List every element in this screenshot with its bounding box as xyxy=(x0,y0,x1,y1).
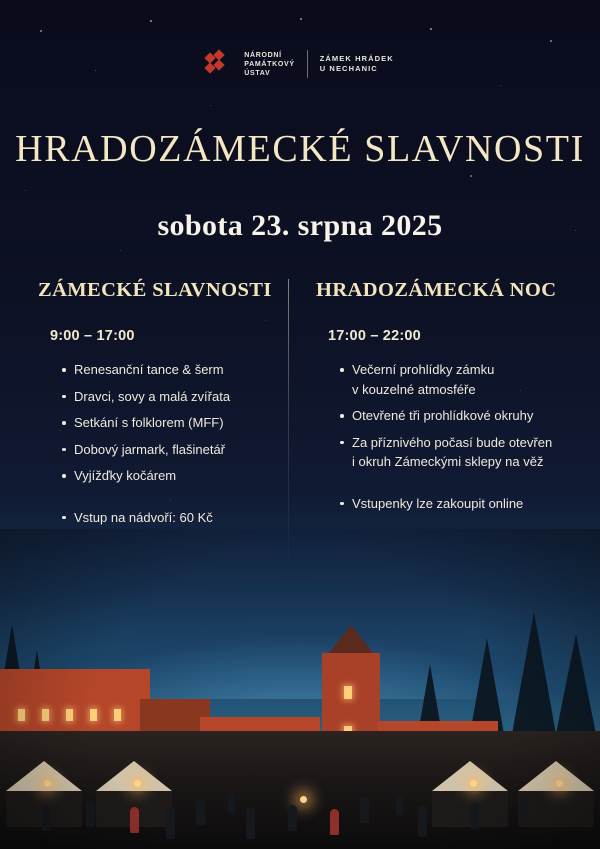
list-item xyxy=(340,433,582,472)
list-item xyxy=(340,360,582,399)
list-item-line-2: i okruh Zámeckými sklepy na věž xyxy=(352,454,544,469)
column-heading-left: ZÁMECKÉ SLAVNOSTI xyxy=(38,279,272,301)
list-item-note: Vstup na nádvoří: 60 Kč xyxy=(62,508,278,528)
column-time-left: 9:00 – 17:00 xyxy=(50,328,135,344)
market-tent-roof xyxy=(518,761,594,791)
org-name-line-3: ÚSTAV xyxy=(244,69,271,77)
visitor-figure xyxy=(42,805,51,831)
lantern-light xyxy=(134,780,141,787)
visitor-figure xyxy=(130,807,139,833)
org-name-line-1: NÁRODNÍ xyxy=(244,51,282,59)
column-time-right: 17:00 – 22:00 xyxy=(328,328,421,344)
visitor-figure xyxy=(360,797,369,823)
visitor-figure xyxy=(520,797,527,817)
castle-window xyxy=(66,709,73,721)
market-tent-roof xyxy=(6,761,82,791)
visitor-figure xyxy=(196,799,205,825)
lantern-light xyxy=(44,780,51,787)
visitor-figure xyxy=(418,805,427,837)
lantern-light xyxy=(556,780,563,787)
castle-window xyxy=(114,709,121,721)
list-item: Vyjížďky kočárem xyxy=(62,466,278,486)
lantern-light xyxy=(300,796,307,803)
list-item-note: Vstupenky lze zakoupit online xyxy=(340,494,582,514)
column-hradozamecka-noc xyxy=(288,279,600,534)
event-date: sobota 23. srpna 2025 xyxy=(157,209,443,242)
lantern-light xyxy=(470,780,477,787)
logo-row xyxy=(0,50,600,78)
list-item-line-1: Otevřené tři prohlídkové okruhy xyxy=(352,408,534,423)
list-item: Setkání s folklorem (MFF) xyxy=(62,413,278,433)
castle-window xyxy=(344,686,352,699)
program-list-right xyxy=(316,360,582,513)
npu-diamond-logo-icon xyxy=(206,51,232,77)
list-item xyxy=(340,406,582,426)
market-tent-body xyxy=(518,789,594,827)
list-item: Dobový jarmark, flašinetář xyxy=(62,440,278,460)
castle-night-festival-illustration xyxy=(0,529,600,849)
tower-roof xyxy=(329,625,373,653)
visitor-figure xyxy=(166,807,175,839)
castle-window xyxy=(42,709,49,721)
org-name-line-2: PAMÁTKOVÝ xyxy=(244,60,295,68)
visitor-figure xyxy=(86,801,95,827)
visitor-figure xyxy=(396,795,403,815)
organization-name xyxy=(244,51,295,78)
column-heading-right: HRADOZÁMECKÁ NOC xyxy=(316,279,557,301)
page-title: HRADOZÁMECKÉ SLAVNOSTI xyxy=(15,128,585,170)
program-list-left xyxy=(38,360,278,527)
list-item: Dravci, sovy a malá zvířata xyxy=(62,387,278,407)
courtyard-ground xyxy=(0,731,600,849)
site-name xyxy=(320,54,394,74)
program-columns xyxy=(0,279,600,534)
visitor-figure xyxy=(228,793,235,813)
market-tent-roof xyxy=(432,761,508,791)
visitor-figure xyxy=(288,805,297,831)
visitor-figure xyxy=(246,807,255,839)
list-item-line-1: Za příznivého počasí bude otevřen xyxy=(352,434,553,450)
list-item: Renesanční tance & šerm xyxy=(62,360,278,380)
castle-window xyxy=(18,709,25,721)
visitor-figure xyxy=(470,803,479,829)
castle-window xyxy=(90,709,97,721)
logo-divider xyxy=(307,50,308,78)
column-zamecke-slavnosti xyxy=(0,279,288,534)
site-name-line-2: U NECHANIC xyxy=(319,64,378,73)
visitor-figure xyxy=(330,809,339,835)
site-name-line-1: ZÁMEK HRÁDEK xyxy=(319,54,394,63)
list-item-line-2: v kouzelné atmosféře xyxy=(352,381,476,397)
list-item-line-1: Večerní prohlídky zámku xyxy=(352,362,495,377)
market-tent-roof xyxy=(96,761,172,791)
